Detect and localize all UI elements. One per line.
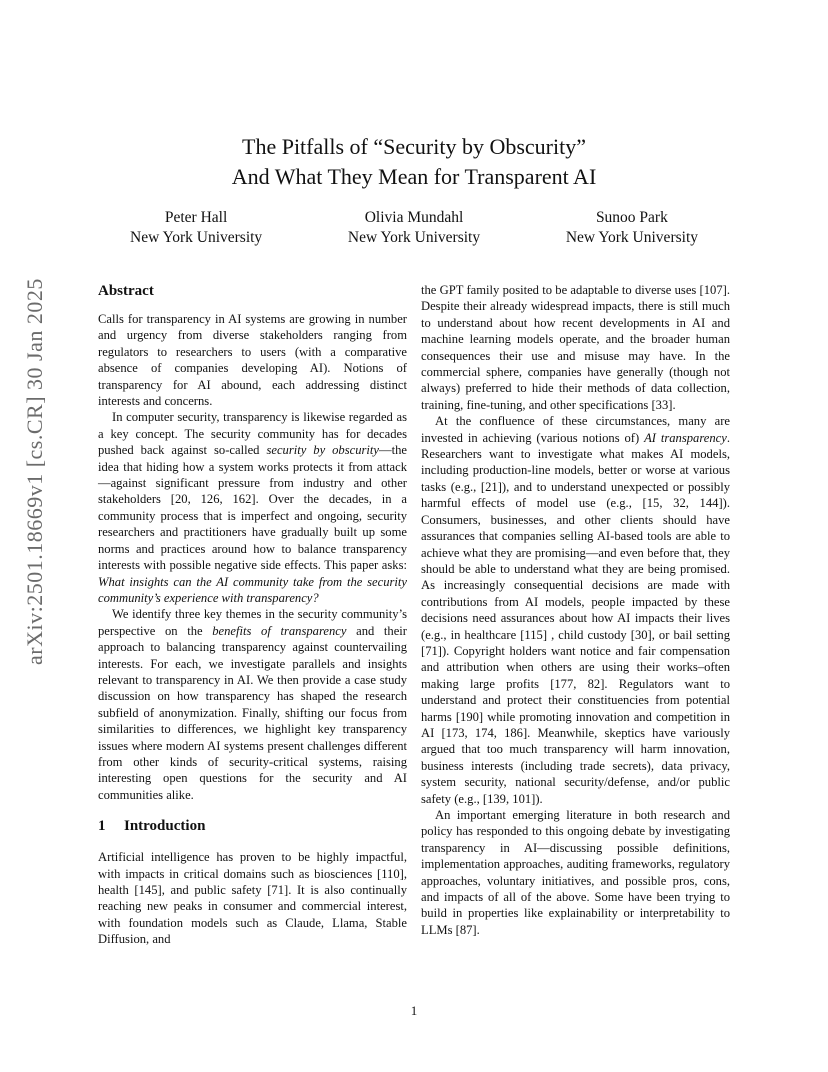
abstract-paragraph	[98, 409, 407, 606]
body-paragraph	[421, 282, 730, 413]
author-name: Peter Hall	[164, 209, 228, 226]
abstract-text: Calls for transparency in AI systems are growing in number and urgency from diverse stakeholders ranging from regulators to researchers to users (with a comparative absence of companies developing AI). Notions of transparency for AI abound, each addressing distinct interests and concerns.	[98, 312, 407, 409]
body-text: At the confluence of these circumstances, many are invested in achieving (various notions of)	[421, 414, 730, 445]
abstract-text: and their approach to balancing transparency against countervailing interests. For each, we investigate parallels and insights relevant to transparency in AI. We then provide a case study discussion on how transparency has shaped the research subfield of anonymization. Finally, shifting our focus from similarities to differences, we highlight key transparency issues where modern AI systems present challenges different from other kinds of security-critical systems, raising interesting open questions for the security and AI communities alike.	[98, 623, 407, 802]
left-column	[98, 282, 407, 948]
section-number: 1	[98, 818, 106, 835]
abstract-paragraph	[98, 606, 407, 803]
emphasis-text: security by obscurity	[266, 443, 380, 458]
abstract-heading: Abstract	[98, 283, 154, 299]
body-text: An important emerging literature in both research and policy has responded to this ongoing debate by investigating transparency in AI—discussing possible definitions, implementation approaches, auditing frameworks, regulatory approaches, voluntary initiatives, and possible pros, cons, and impacts of all of the above. Some have been trying to build in properties like explainability or interpretability to LLMs [87].	[421, 808, 730, 937]
research-question: What insights can the AI community take from the security community’s experience with transparency?	[98, 574, 407, 605]
body-text: Artificial intelligence has proven to be highly impactful, with impacts in critical domains such as biosciences [110], health [145], and public safety [71]. It is also continually reaching new peaks in consumer and commercial interest, with foundation models such as Claude, Llama, Stable Diffusion, and	[98, 850, 407, 947]
title-line-1: The Pitfalls of “Security by Obscurity”	[242, 134, 586, 159]
author-list	[130, 208, 698, 248]
introduction-heading	[98, 817, 407, 835]
section-title: Introduction	[124, 818, 206, 835]
right-column	[421, 282, 730, 938]
author-affiliation: New York University	[347, 229, 481, 246]
abstract-text: In computer security, transparency is likewise regarded as a key concept. The security community has for decades pushed back against so-called	[98, 410, 407, 458]
body-paragraph	[421, 807, 730, 938]
abstract-text: We identify three key themes in the security community’s perspective on the	[98, 607, 407, 638]
page-number: 1	[410, 1003, 418, 1018]
author-block	[348, 208, 480, 248]
body-text: the GPT family posited to be adaptable to diverse uses [107]. Despite their already widespread impacts, there is still much to understand about how recent developments in AI and machine learning models operate, and the broader human consequences their use and misuse may have. In the commercial sphere, companies have generally (though not always) preferred to hide their methods of data collection, training, fine-tuning, and other specifications [33].	[421, 283, 730, 412]
paper-title	[98, 132, 730, 192]
body-paragraph	[98, 849, 407, 947]
abstract-text: —the idea that hiding how a system works protects it from attack—against significant pressure from industry and other stakeholders [20, 126, 162]. Over the decades, in a community process that is imperfect and ongoing, security researchers and practitioners have gradually built up some norms and practices around how to balance transparency interests with possible negative side effects. This paper asks:	[98, 443, 407, 573]
body-text: . Researchers want to investigate what makes AI models, including production-line models, better or worse at various tasks (e.g., [21]), and to understand unexpected or possibly harmful effects of model use (e.g., [15, 32, 144]). Consumers, businesses, and other clients should have assurances that companies selling AI-based tools are able to achieve what they are promising—and even before that, they should be able to understand what they are being promised. As increasingly consequential decisions are made with contributions from AI models, people impacted by these decisions need assurances about how AI impacts their lives (e.g., in healthcare [115] , child custody [30], or bail setting [71]). Copyright holders want notice and fair compensation and attribution when others are using their works–often making large profits [177, 82]. Regulators want to understand and protect their constituencies from potential harms [190] while promoting innovation and competition in AI [173, 174, 186]. Meanwhile, skeptics have variously argued that too much transparency will harm innovation, business interests (including trade secrets), data privacy, system security, national security/defense, and/or public safety (e.g., [139, 101]).	[421, 430, 730, 806]
abstract-paragraph	[98, 311, 407, 409]
author-affiliation: New York University	[565, 229, 698, 246]
author-name: Olivia Mundahl	[364, 209, 464, 226]
author-affiliation: New York University	[130, 229, 263, 246]
emphasis-text: AI transparency	[644, 430, 727, 445]
author-block	[566, 208, 698, 248]
emphasis-text: benefits of transparency	[212, 623, 347, 638]
title-line-2: And What They Mean for Transparent AI	[231, 164, 597, 189]
author-block	[130, 208, 262, 248]
body-paragraph	[421, 413, 730, 807]
author-name: Sunoo Park	[595, 209, 668, 226]
arxiv-identifier: arXiv:2501.18669v1 [cs.CR] 30 Jan 2025	[22, 278, 47, 666]
